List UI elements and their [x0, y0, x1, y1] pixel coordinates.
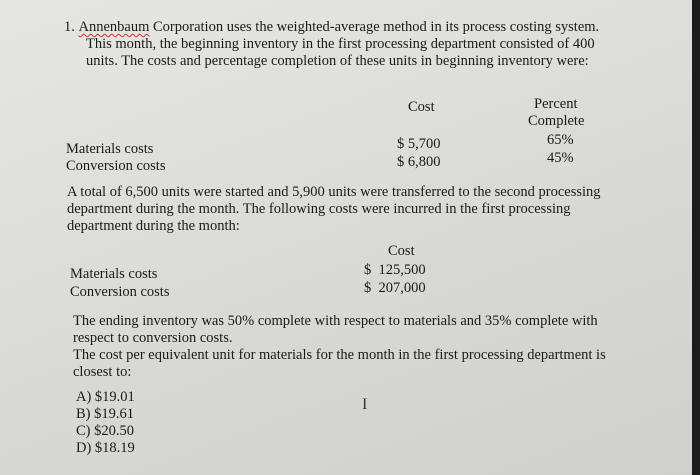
transfer-line-2: department during the month. The following costs were incurred in the first processing	[67, 201, 571, 217]
ending-line-2: respect to conversion costs.	[73, 330, 233, 346]
ending-line-1: The ending inventory was 50% complete with respect to materials and 35% complete with	[73, 313, 598, 329]
month-row-materials-label: Materials costs	[70, 266, 158, 282]
ending-paragraph	[73, 313, 606, 381]
company-name: Annenbaum	[78, 19, 150, 35]
problem-intro-rest: Corporation uses the weighted-average method in its process costing system.	[149, 19, 600, 35]
beginning-row-conversion-cost: $ 6,800	[397, 154, 441, 170]
problem-intro-line-1	[64, 19, 599, 36]
beginning-row-conversion-percent: 45%	[547, 150, 574, 166]
beginning-row-materials-cost: $ 5,700	[397, 136, 441, 152]
month-row-conversion-label: Conversion costs	[70, 284, 170, 300]
beginning-cost-header: Cost	[408, 99, 435, 115]
problem-intro-line-3: units. The costs and percentage completion of these units in beginning inventory were:	[86, 53, 589, 69]
option-a[interactable]: A) $19.01	[76, 389, 135, 405]
month-cost-header: Cost	[388, 243, 415, 259]
ending-line-4: closest to:	[73, 364, 132, 380]
beginning-row-materials-percent: 65%	[547, 132, 574, 148]
beginning-row-conversion-label: Conversion costs	[66, 158, 166, 174]
option-b[interactable]: B) $19.61	[76, 406, 134, 422]
transfer-line-3: department during the month:	[67, 218, 240, 234]
ending-line-3: The cost per equivalent unit for materials for the month in the first processing department is	[73, 347, 606, 363]
problem-intro	[64, 19, 599, 36]
transfer-paragraph	[67, 184, 601, 235]
problem-intro-line-2: This month, the beginning inventory in the first processing department consisted of 400	[86, 36, 595, 52]
text-cursor-icon: I	[362, 396, 368, 413]
beginning-row-materials-label: Materials costs	[66, 141, 154, 157]
month-row-materials-cost: $ 125,500	[364, 262, 426, 278]
month-row-conversion-cost: $ 207,000	[364, 280, 426, 296]
beginning-percent-header-2: Complete	[528, 113, 585, 129]
answer-options	[76, 389, 135, 457]
problem-number: 1.	[64, 19, 75, 35]
option-c[interactable]: C) $20.50	[76, 423, 134, 439]
transfer-line-1: A total of 6,500 units were started and 5,900 units were transferred to the second processing	[67, 184, 601, 200]
beginning-percent-header-1: Percent	[534, 96, 578, 112]
option-d[interactable]: D) $18.19	[76, 440, 135, 456]
problem-intro-cont	[86, 36, 595, 70]
